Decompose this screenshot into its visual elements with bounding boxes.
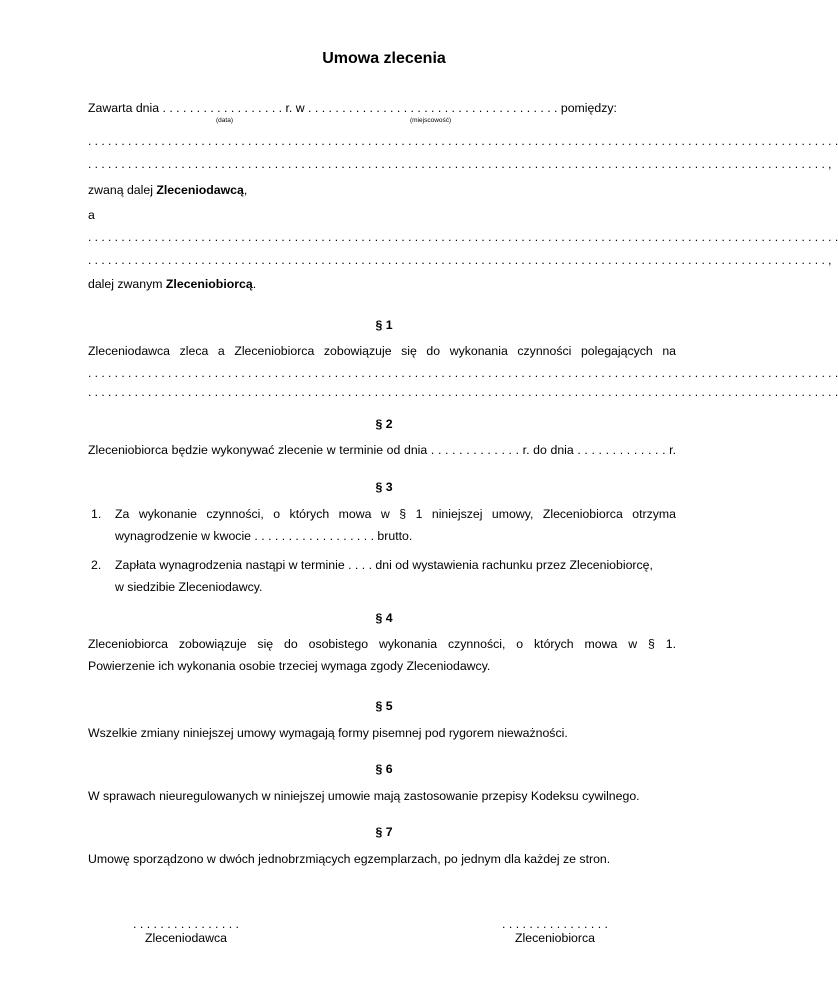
party2-prefix: dalej zwanym [88,277,166,291]
section-3-item-2-number: 2. [91,558,102,572]
party1-name: Zleceniodawcą [156,183,244,197]
section-4-line-1: Zleceniobiorca zobowiązuje się do osobistego wykonania czynności, o których mowa w § 1. [88,637,676,651]
section-1-dots-1: . . . . . . . . . . . . . . . . . . . . . . . . . . . . . . . . . . . . . . . . . . . . . . . . . . . . . . . . . . . . . . . . . . . . . . . . . . . . . . . . . . . . . . . . . . . . . . . . . . . . . . . . . . . . . . . . . [88,366,838,380]
section-6-heading: § 6 [375,762,393,776]
signature-left-dots: . . . . . . . . . . . . . . . . [133,917,239,931]
section-3-item-2-line-1: Zapłata wynagrodzenia nastąpi w terminie . . . . dni od wystawienia rachunku przez Zleceniobiorcę, [115,558,653,572]
place-hint: (miejscowość) [410,117,452,124]
party1-prefix: zwaną dalej [88,183,157,197]
intro-line: Zawarta dnia . . . . . . . . . . . . . . . . . . r. w . . . . . . . . . . . . . . . . . . . . . . . . . . . . . . . . . . . . . pomiędzy: [88,101,617,115]
signature-right-label: Zleceniobiorca [515,931,595,945]
section-1-heading: § 1 [375,318,393,332]
party1-suffix: , [243,183,248,197]
section-1-dots-2: . . . . . . . . . . . . . . . . . . . . . . . . . . . . . . . . . . . . . . . . . . . . . . . . . . . . . . . . . . . . . . . . . . . . . . . . . . . . . . . . . . . . . . . . . . . . . . . . . . . . . . . . . . . . . . . . . [88,385,838,399]
party1-line-1: . . . . . . . . . . . . . . . . . . . . . . . . . . . . . . . . . . . . . . . . . . . . . . . . . . . . . . . . . . . . . . . . . . . . . . . . . . . . . . . . . . . . . . . . . . . . . . . . . . . . . . . . . . . . . . . . . [88,134,838,148]
section-1-text: Zleceniodawca zleca a Zleceniobiorca zobowiązuje się do wykonania czynności polegających na [88,344,676,358]
document-title: Umowa zlecenia [322,50,446,67]
section-7-heading: § 7 [375,825,393,839]
and-word: a [88,208,95,222]
section-3-item-1-number: 1. [91,507,102,521]
party2-name: Zleceniobiorcą [165,277,253,291]
party1-designation [88,183,247,197]
party2-line-1: . . . . . . . . . . . . . . . . . . . . . . . . . . . . . . . . . . . . . . . . . . . . . . . . . . . . . . . . . . . . . . . . . . . . . . . . . . . . . . . . . . . . . . . . . . . . . . . . . . . . . . . . . . . . . . . . . [88,230,838,244]
section-3-item-2-line-2: w siedzibie Zleceniodawcy. [115,580,263,594]
section-4-line-2: Powierzenie ich wykonania osobie trzeciej wymaga zgody Zleceniodawcy. [88,659,491,673]
signature-left-label: Zleceniodawca [144,931,228,945]
section-2-heading: § 2 [375,417,393,431]
section-3-heading: § 3 [375,480,393,494]
section-7-text: Umowę sporządzono w dwóch jednobrzmiących egzemplarzach, po jednym dla każdej ze stron. [88,852,611,866]
section-5-text: Wszelkie zmiany niniejszej umowy wymagają formy pisemnej pod rygorem nieważności. [88,726,568,740]
party2-suffix: . [252,277,257,291]
party2-line-2: . . . . . . . . . . . . . . . . . . . . . . . . . . . . . . . . . . . . . . . . . . . . . . . . . . . . . . . . . . . . . . . . . . . . . . . . . . . . . . . . . . . . . . . . . . . . . . . . . . . . . . . . . . . . . . . , [88,253,832,267]
date-hint: (data) [216,117,233,124]
signature-right-dots: . . . . . . . . . . . . . . . . [502,917,608,931]
party1-line-2: . . . . . . . . . . . . . . . . . . . . . . . . . . . . . . . . . . . . . . . . . . . . . . . . . . . . . . . . . . . . . . . . . . . . . . . . . . . . . . . . . . . . . . . . . . . . . . . . . . . . . . . . . . . . . . . , [88,157,832,171]
section-3-item-1-line-1: Za wykonanie czynności, o których mowa w § 1 niniejszej umowy, Zleceniobiorca otrzyma [115,507,676,521]
party2-designation [88,277,256,291]
section-5-heading: § 5 [375,699,393,713]
section-4-heading: § 4 [375,611,393,625]
section-3-item-1-line-2: wynagrodzenie w kwocie . . . . . . . . . . . . . . . . . . brutto. [115,529,413,543]
section-6-text: W sprawach nieuregulowanych w niniejszej umowie mają zastosowanie przepisy Kodeksu cywilnego. [88,789,640,803]
section-2-text: Zleceniobiorca będzie wykonywać zlecenie w terminie od dnia . . . . . . . . . . . . . r. do dnia . . . . . . . . . . . . . r. [88,443,676,457]
